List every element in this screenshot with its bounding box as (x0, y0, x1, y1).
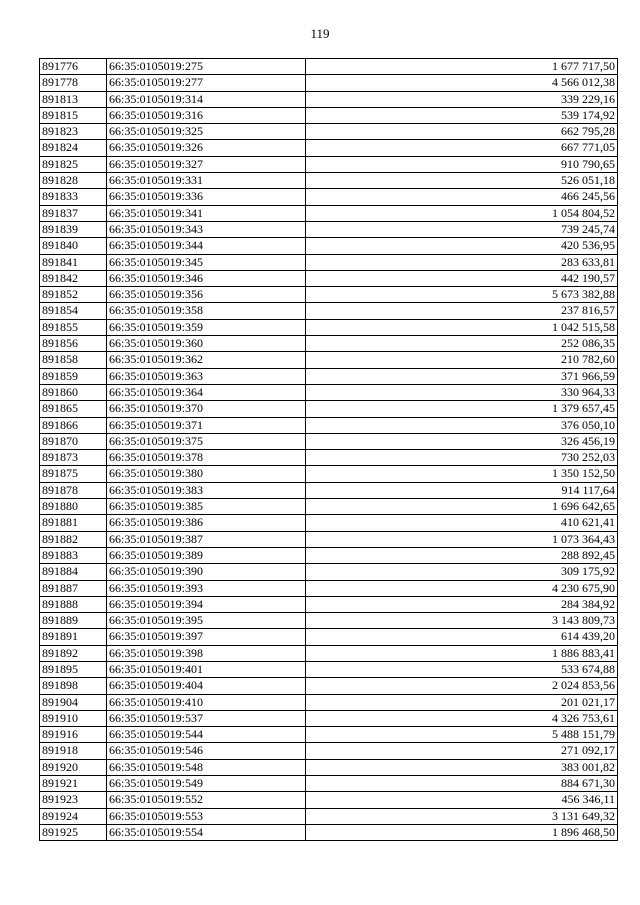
amount-cell: 662 795,28 (306, 124, 618, 140)
record-id-cell: 891916 (40, 727, 107, 743)
cadastral-number-cell: 66:35:0105019:356 (107, 287, 306, 303)
amount-cell: 1 696 642,65 (306, 499, 618, 515)
record-id-cell: 891884 (40, 564, 107, 580)
amount-cell: 442 190,57 (306, 270, 618, 286)
record-id-cell: 891910 (40, 710, 107, 726)
record-id-cell: 891891 (40, 629, 107, 645)
amount-cell: 884 671,30 (306, 776, 618, 792)
cadastral-number-cell: 66:35:0105019:552 (107, 792, 306, 808)
cadastral-number-cell: 66:35:0105019:378 (107, 450, 306, 466)
cadastral-number-cell: 66:35:0105019:398 (107, 645, 306, 661)
table-row (40, 499, 618, 515)
amount-cell: 271 092,17 (306, 743, 618, 759)
table-row (40, 450, 618, 466)
amount-cell: 1 886 883,41 (306, 645, 618, 661)
cadastral-number-cell: 66:35:0105019:343 (107, 221, 306, 237)
amount-cell: 4 566 012,38 (306, 75, 618, 91)
record-id-cell: 891887 (40, 580, 107, 596)
amount-cell: 371 966,59 (306, 368, 618, 384)
record-id-cell: 891858 (40, 352, 107, 368)
record-id-cell: 891778 (40, 75, 107, 91)
amount-cell: 466 245,56 (306, 189, 618, 205)
amount-cell: 739 245,74 (306, 221, 618, 237)
cadastral-number-cell: 66:35:0105019:331 (107, 173, 306, 189)
cadastral-number-cell: 66:35:0105019:397 (107, 629, 306, 645)
record-id-cell: 891823 (40, 124, 107, 140)
amount-cell: 533 674,88 (306, 661, 618, 677)
amount-cell: 339 229,16 (306, 91, 618, 107)
amount-cell: 526 051,18 (306, 173, 618, 189)
table-row (40, 564, 618, 580)
register-table (39, 58, 618, 841)
cadastral-number-cell: 66:35:0105019:363 (107, 368, 306, 384)
record-id-cell: 891878 (40, 482, 107, 498)
table-row (40, 156, 618, 172)
amount-cell: 1 896 468,50 (306, 824, 618, 840)
cadastral-number-cell: 66:35:0105019:387 (107, 531, 306, 547)
record-id-cell: 891841 (40, 254, 107, 270)
table-row (40, 645, 618, 661)
cadastral-number-cell: 66:35:0105019:389 (107, 547, 306, 563)
amount-cell: 1 042 515,58 (306, 319, 618, 335)
amount-cell: 252 086,35 (306, 336, 618, 352)
amount-cell: 4 326 753,61 (306, 710, 618, 726)
cadastral-number-cell: 66:35:0105019:394 (107, 596, 306, 612)
amount-cell: 730 252,03 (306, 450, 618, 466)
table-row (40, 384, 618, 400)
table-row (40, 124, 618, 140)
table-row (40, 433, 618, 449)
cadastral-number-cell: 66:35:0105019:327 (107, 156, 306, 172)
record-id-cell: 891859 (40, 368, 107, 384)
record-id-cell: 891865 (40, 401, 107, 417)
cadastral-number-cell: 66:35:0105019:385 (107, 499, 306, 515)
amount-cell: 1 054 804,52 (306, 205, 618, 221)
cadastral-number-cell: 66:35:0105019:316 (107, 107, 306, 123)
record-id-cell: 891856 (40, 336, 107, 352)
table-row (40, 466, 618, 482)
table-row (40, 580, 618, 596)
cadastral-number-cell: 66:35:0105019:383 (107, 482, 306, 498)
cadastral-number-cell: 66:35:0105019:314 (107, 91, 306, 107)
record-id-cell: 891824 (40, 140, 107, 156)
table-row (40, 75, 618, 91)
record-id-cell: 891898 (40, 678, 107, 694)
table-row (40, 808, 618, 824)
cadastral-number-cell: 66:35:0105019:370 (107, 401, 306, 417)
cadastral-number-cell: 66:35:0105019:386 (107, 515, 306, 531)
cadastral-number-cell: 66:35:0105019:548 (107, 759, 306, 775)
record-id-cell: 891837 (40, 205, 107, 221)
record-id-cell: 891883 (40, 547, 107, 563)
amount-cell: 1 379 657,45 (306, 401, 618, 417)
record-id-cell: 891870 (40, 433, 107, 449)
table-row (40, 319, 618, 335)
record-id-cell: 891881 (40, 515, 107, 531)
table-row (40, 417, 618, 433)
table-row (40, 531, 618, 547)
record-id-cell: 891854 (40, 303, 107, 319)
cadastral-number-cell: 66:35:0105019:371 (107, 417, 306, 433)
table-row (40, 613, 618, 629)
record-id-cell: 891924 (40, 808, 107, 824)
cadastral-number-cell: 66:35:0105019:336 (107, 189, 306, 205)
record-id-cell: 891888 (40, 596, 107, 612)
amount-cell: 284 384,92 (306, 596, 618, 612)
cadastral-number-cell: 66:35:0105019:325 (107, 124, 306, 140)
table-row (40, 336, 618, 352)
table-row (40, 629, 618, 645)
table-row (40, 254, 618, 270)
page-number: 119 (310, 26, 330, 41)
amount-cell: 667 771,05 (306, 140, 618, 156)
cadastral-number-cell: 66:35:0105019:358 (107, 303, 306, 319)
table-row (40, 661, 618, 677)
amount-cell: 410 621,41 (306, 515, 618, 531)
cadastral-number-cell: 66:35:0105019:364 (107, 384, 306, 400)
table-row (40, 140, 618, 156)
record-id-cell: 891852 (40, 287, 107, 303)
record-id-cell: 891904 (40, 694, 107, 710)
table-row (40, 759, 618, 775)
amount-cell: 614 439,20 (306, 629, 618, 645)
amount-cell: 2 024 853,56 (306, 678, 618, 694)
record-id-cell: 891921 (40, 776, 107, 792)
record-id-cell: 891815 (40, 107, 107, 123)
record-id-cell: 891895 (40, 661, 107, 677)
cadastral-number-cell: 66:35:0105019:275 (107, 59, 306, 75)
cadastral-number-cell: 66:35:0105019:390 (107, 564, 306, 580)
amount-cell: 309 175,92 (306, 564, 618, 580)
cadastral-number-cell: 66:35:0105019:341 (107, 205, 306, 221)
table-row (40, 792, 618, 808)
amount-cell: 5 673 382,88 (306, 287, 618, 303)
cadastral-number-cell: 66:35:0105019:344 (107, 238, 306, 254)
record-id-cell: 891776 (40, 59, 107, 75)
record-id-cell: 891842 (40, 270, 107, 286)
cadastral-number-cell: 66:35:0105019:393 (107, 580, 306, 596)
amount-cell: 376 050,10 (306, 417, 618, 433)
record-id-cell: 891918 (40, 743, 107, 759)
amount-cell: 1 073 364,43 (306, 531, 618, 547)
record-id-cell: 891882 (40, 531, 107, 547)
amount-cell: 3 143 809,73 (306, 613, 618, 629)
record-id-cell: 891833 (40, 189, 107, 205)
table-row (40, 743, 618, 759)
amount-cell: 914 117,64 (306, 482, 618, 498)
table-row (40, 547, 618, 563)
table-row (40, 694, 618, 710)
record-id-cell: 891873 (40, 450, 107, 466)
cadastral-number-cell: 66:35:0105019:346 (107, 270, 306, 286)
cadastral-number-cell: 66:35:0105019:549 (107, 776, 306, 792)
cadastral-number-cell: 66:35:0105019:362 (107, 352, 306, 368)
amount-cell: 1 350 152,50 (306, 466, 618, 482)
table-row (40, 678, 618, 694)
record-id-cell: 891839 (40, 221, 107, 237)
table-row (40, 401, 618, 417)
cadastral-number-cell: 66:35:0105019:544 (107, 727, 306, 743)
table-row (40, 596, 618, 612)
table-row (40, 727, 618, 743)
amount-cell: 1 677 717,50 (306, 59, 618, 75)
cadastral-number-cell: 66:35:0105019:553 (107, 808, 306, 824)
cadastral-number-cell: 66:35:0105019:401 (107, 661, 306, 677)
record-id-cell: 891825 (40, 156, 107, 172)
record-id-cell: 891892 (40, 645, 107, 661)
table-row (40, 189, 618, 205)
cadastral-number-cell: 66:35:0105019:360 (107, 336, 306, 352)
amount-cell: 237 816,57 (306, 303, 618, 319)
table-row (40, 368, 618, 384)
table-row (40, 515, 618, 531)
cadastral-number-cell: 66:35:0105019:380 (107, 466, 306, 482)
table-row (40, 482, 618, 498)
amount-cell: 4 230 675,90 (306, 580, 618, 596)
record-id-cell: 891920 (40, 759, 107, 775)
cadastral-number-cell: 66:35:0105019:326 (107, 140, 306, 156)
amount-cell: 210 782,60 (306, 352, 618, 368)
cadastral-number-cell: 66:35:0105019:395 (107, 613, 306, 629)
cadastral-number-cell: 66:35:0105019:345 (107, 254, 306, 270)
record-id-cell: 891889 (40, 613, 107, 629)
table-row (40, 91, 618, 107)
record-id-cell: 891880 (40, 499, 107, 515)
table-row (40, 107, 618, 123)
table-row (40, 710, 618, 726)
amount-cell: 283 633,81 (306, 254, 618, 270)
table-row (40, 303, 618, 319)
amount-cell: 326 456,19 (306, 433, 618, 449)
amount-cell: 539 174,92 (306, 107, 618, 123)
record-id-cell: 891860 (40, 384, 107, 400)
amount-cell: 288 892,45 (306, 547, 618, 563)
table-row (40, 287, 618, 303)
amount-cell: 330 964,33 (306, 384, 618, 400)
record-id-cell: 891923 (40, 792, 107, 808)
amount-cell: 383 001,82 (306, 759, 618, 775)
cadastral-number-cell: 66:35:0105019:410 (107, 694, 306, 710)
table-row (40, 173, 618, 189)
table-row (40, 824, 618, 840)
record-id-cell: 891925 (40, 824, 107, 840)
table-row (40, 238, 618, 254)
cadastral-number-cell: 66:35:0105019:359 (107, 319, 306, 335)
record-id-cell: 891855 (40, 319, 107, 335)
record-id-cell: 891866 (40, 417, 107, 433)
amount-cell: 456 346,11 (306, 792, 618, 808)
table-row (40, 205, 618, 221)
cadastral-number-cell: 66:35:0105019:546 (107, 743, 306, 759)
table-row (40, 270, 618, 286)
register-table-body (40, 59, 618, 841)
record-id-cell: 891813 (40, 91, 107, 107)
cadastral-number-cell: 66:35:0105019:537 (107, 710, 306, 726)
cadastral-number-cell: 66:35:0105019:404 (107, 678, 306, 694)
amount-cell: 3 131 649,32 (306, 808, 618, 824)
amount-cell: 420 536,95 (306, 238, 618, 254)
record-id-cell: 891840 (40, 238, 107, 254)
table-row (40, 352, 618, 368)
cadastral-number-cell: 66:35:0105019:375 (107, 433, 306, 449)
table-row (40, 221, 618, 237)
cadastral-number-cell: 66:35:0105019:554 (107, 824, 306, 840)
record-id-cell: 891875 (40, 466, 107, 482)
cadastral-number-cell: 66:35:0105019:277 (107, 75, 306, 91)
table-row (40, 59, 618, 75)
amount-cell: 5 488 151,79 (306, 727, 618, 743)
record-id-cell: 891828 (40, 173, 107, 189)
table-row (40, 776, 618, 792)
amount-cell: 910 790,65 (306, 156, 618, 172)
amount-cell: 201 021,17 (306, 694, 618, 710)
